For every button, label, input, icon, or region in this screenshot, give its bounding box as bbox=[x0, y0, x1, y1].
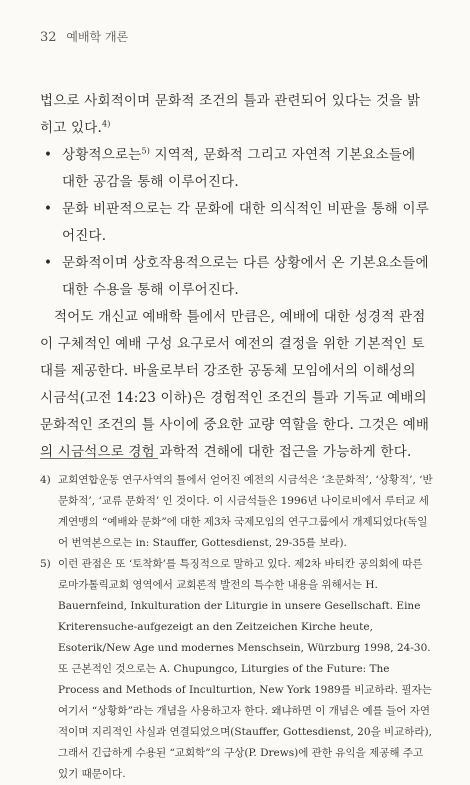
footnote-ref-5[interactable]: 5) bbox=[141, 146, 151, 156]
book-title: 예배학 개론 bbox=[66, 30, 129, 44]
footnote-divider bbox=[40, 458, 158, 459]
paragraph-2: 적어도 개신교 예배학 틀에서 만큼은, 예배에 대한 성경적 관점이 구체적인 예배 구성 요구로서 예전의 결정을 위한 기본적인 토대를 제공한다. 바울로부터 강조한 공동체 모임에서의 이해성의 시금석(고전 14:23 이하)은 경험적인 조건의 틀과 기독교 예배의 문화적인 조건의 틀 사이에 중요한 교량 역할을 한다. 그것은 예배의 시금석으로 경험 과학적 견해에 대한 접근을 가능하게 한다. bbox=[40, 309, 430, 460]
page-number: 32 bbox=[40, 30, 57, 45]
running-header bbox=[40, 28, 128, 45]
footnote-number: 5) bbox=[40, 558, 51, 570]
bullet-item bbox=[40, 196, 430, 250]
bullet-text: 문화적이며 상호작용적으로는 다른 상황에서 온 기본요소들에 대한 수용을 통해 이루어진다. bbox=[62, 255, 429, 298]
footnote-4 bbox=[40, 470, 434, 554]
bullet-text: 문화 비판적으로는 각 문화에 대한 의식적인 비판을 통해 이루어진다. bbox=[62, 201, 429, 244]
bullet-text-cont: 지역적, 문화적 그리고 자연적 기본요소들에 대한 공감을 통해 이루어진다. bbox=[62, 147, 416, 190]
footnote-ref-4[interactable]: 4) bbox=[101, 119, 111, 129]
footnote-5 bbox=[40, 554, 434, 785]
footnote-text: 이런 관점은 또 ‘토착화’를 특징적으로 말하고 있다. 제2차 바티칸 공의회에 따른 로마가톨릭교회 영역에서 교회론적 발전의 특수한 내용을 위해서는 H. Bauernfeind, Inkulturation der Liturgie in unsere Gesellschaft. Eine Kriterensuche-aufgezeigt an den Zeitzeichen Kirche heute, Esoterik/New Age und modernes Menschsein, Würzburg 1998, 24-30. 또 근본적인 것으로는 A. Chupungco, Liturgies of the Future: The Process and Methods of Inculturtion, New York 1989를 비교하라. 필자는 여기서 “상황화”라는 개념을 사용하고자 한다. 왜냐하면 이 개념은 예를 들어 자연적이며 지리적인 사실과 연결되었으며(Stauffer, Gottesdienst, 20을 비교하라), 그래서 긴급하게 수용된 “교회학”의 구상(P. Drews)에 관한 유익을 제공해 주고 있기 때문이다. bbox=[58, 558, 432, 780]
paragraph-1 bbox=[40, 88, 430, 142]
footnote-number: 4) bbox=[40, 474, 51, 486]
main-text bbox=[40, 88, 430, 466]
bullet-item bbox=[40, 250, 430, 304]
footnotes bbox=[40, 470, 434, 785]
paragraph-1-text: 법으로 사회적이며 문화적 조건의 틀과 관련되어 있다는 것을 밝히고 있다. bbox=[40, 93, 421, 136]
bullet-list bbox=[40, 142, 430, 304]
footnote-text: 교회연합운동 연구사역의 틀에서 얻어진 예전의 시금석은 ‘초문화적’, ‘상황적’, ‘반문화적’, ‘교류 문화적’ 인 것이다. 이 시금석들은 1996년 나이로비에서 루터교 세계연맹의 “예배와 문화”에 대한 제3차 국제모임의 연구그룹에서 개제되었다(독일어 번역본으로는 in: Stauffer, Gottesdienst, 29-35를 보라). bbox=[58, 474, 433, 549]
bullet-text: 상황적으로는 bbox=[62, 147, 142, 163]
bullet-item bbox=[40, 142, 430, 196]
